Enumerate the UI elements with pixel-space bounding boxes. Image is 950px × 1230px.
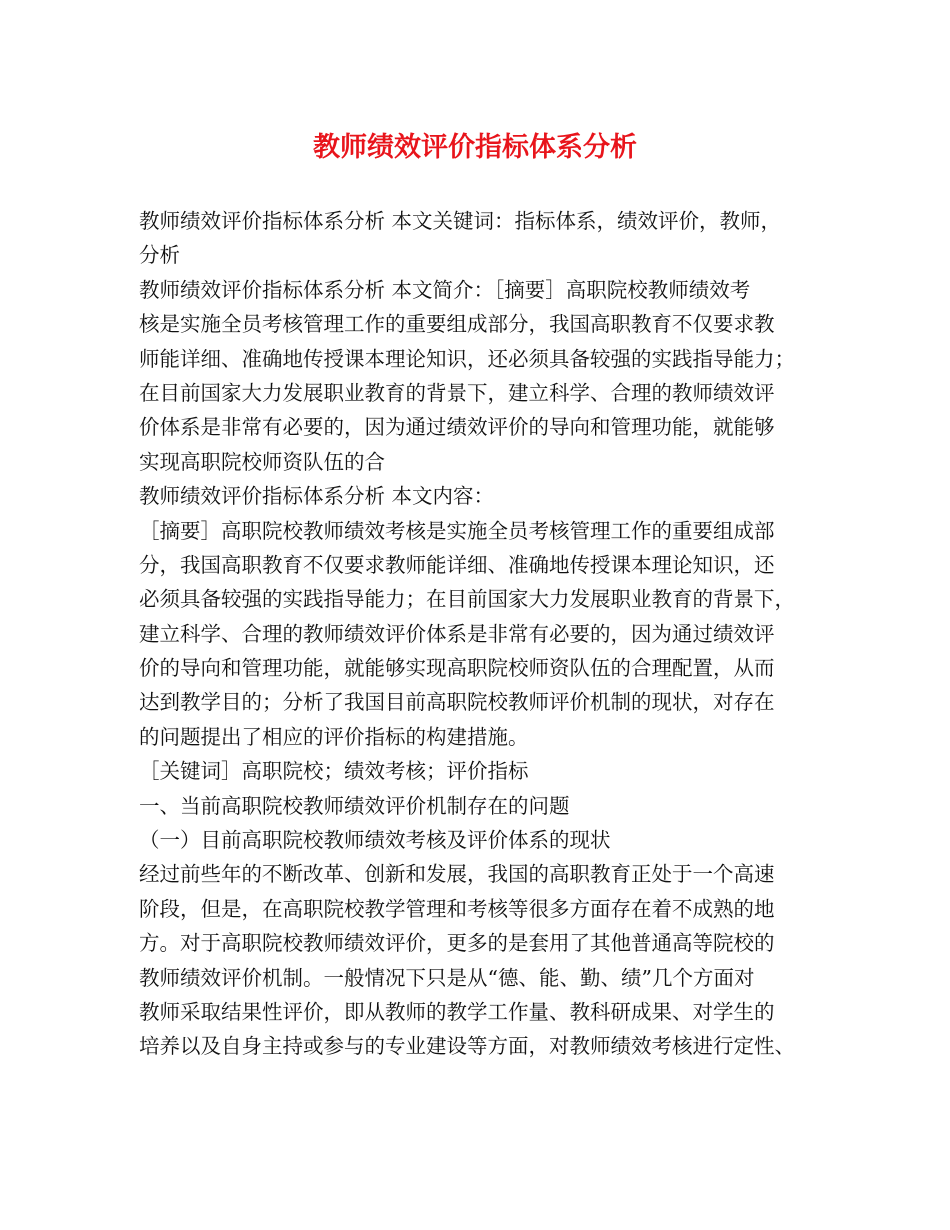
text-line: 核是实施全员考核管理工作的重要组成部分，我国高职教育不仅要求教 — [139, 312, 775, 337]
text-line: 师能详细、准确地传授课本理论知识，还必须具备较强的实践指导能力； — [139, 346, 795, 371]
section-heading — [139, 789, 829, 823]
text-line: 建立科学、合理的教师绩效评价体系是非常有必要的，因为通过绩效评 — [139, 621, 775, 646]
text-line: 教师绩效评价指标体系分析 本文简介：［摘要］高职院校教师绩效考 — [139, 277, 751, 302]
keywords-paragraph — [139, 204, 829, 273]
keywords-list-paragraph — [139, 754, 829, 788]
text-line: 实现高职院校师资队伍的合 — [139, 449, 385, 474]
text-line: 必须具备较强的实践指导能力；在目前国家大力发展职业教育的背景下， — [139, 587, 795, 612]
body-paragraph — [139, 857, 829, 1063]
text-line: ［关键词］高职院校；绩效考核；评价指标 — [139, 759, 529, 784]
text-line: 方。对于高职院校教师绩效评价，更多的是套用了其他普通高等院校的 — [139, 931, 775, 956]
text-line: 教师绩效评价指标体系分析 本文关键词：指标体系，绩效评价，教师， — [139, 209, 782, 233]
text-line: 价体系是非常有必要的，因为通过绩效评价的导向和管理功能，就能够 — [139, 415, 775, 440]
text-line: 在目前国家大力发展职业教育的背景下，建立科学、合理的教师绩效评 — [139, 380, 775, 405]
subsection-heading — [139, 823, 829, 857]
content-heading-paragraph — [139, 479, 829, 513]
text-line: 一、当前高职院校教师绩效评价机制存在的问题 — [139, 793, 570, 818]
text-line: 培养以及自身主持或参与的专业建设等方面，对教师绩效考核进行定性、 — [139, 1034, 795, 1059]
text-line: 的问题提出了相应的评价指标的构建措施。 — [139, 724, 529, 749]
document-body — [139, 204, 829, 1064]
text-line: 价的导向和管理功能，就能够实现高职院校师资队伍的合理配置，从而 — [139, 656, 775, 681]
text-line: 分，我国高职教育不仅要求教师能详细、准确地传授课本理论知识，还 — [139, 552, 775, 577]
text-line: （一）目前高职院校教师绩效考核及评价体系的现状 — [139, 828, 611, 853]
text-line: 教师采取结果性评价，即从教师的教学工作量、教科研成果、对学生的 — [139, 999, 775, 1024]
text-line: 分析 — [139, 243, 180, 268]
text-line: ［摘要］高职院校教师绩效考核是实施全员考核管理工作的重要组成部 — [139, 518, 775, 543]
text-line: 教师绩效评价指标体系分析 本文内容： — [139, 484, 495, 509]
text-line: 教师绩效评价机制。一般情况下只是从“德、能、勤、绩”几个方面对 — [139, 965, 755, 990]
summary-paragraph — [139, 273, 829, 479]
abstract-paragraph — [139, 514, 829, 755]
text-line: 经过前些年的不断改革、创新和发展，我国的高职教育正处于一个高速 — [139, 862, 775, 887]
text-line: 达到教学目的；分析了我国目前高职院校教师评价机制的现状，对存在 — [139, 690, 775, 715]
document-title: 教师绩效评价指标体系分析 — [313, 132, 637, 163]
text-line: 阶段，但是，在高职院校教学管理和考核等很多方面存在着不成熟的地 — [139, 896, 775, 921]
